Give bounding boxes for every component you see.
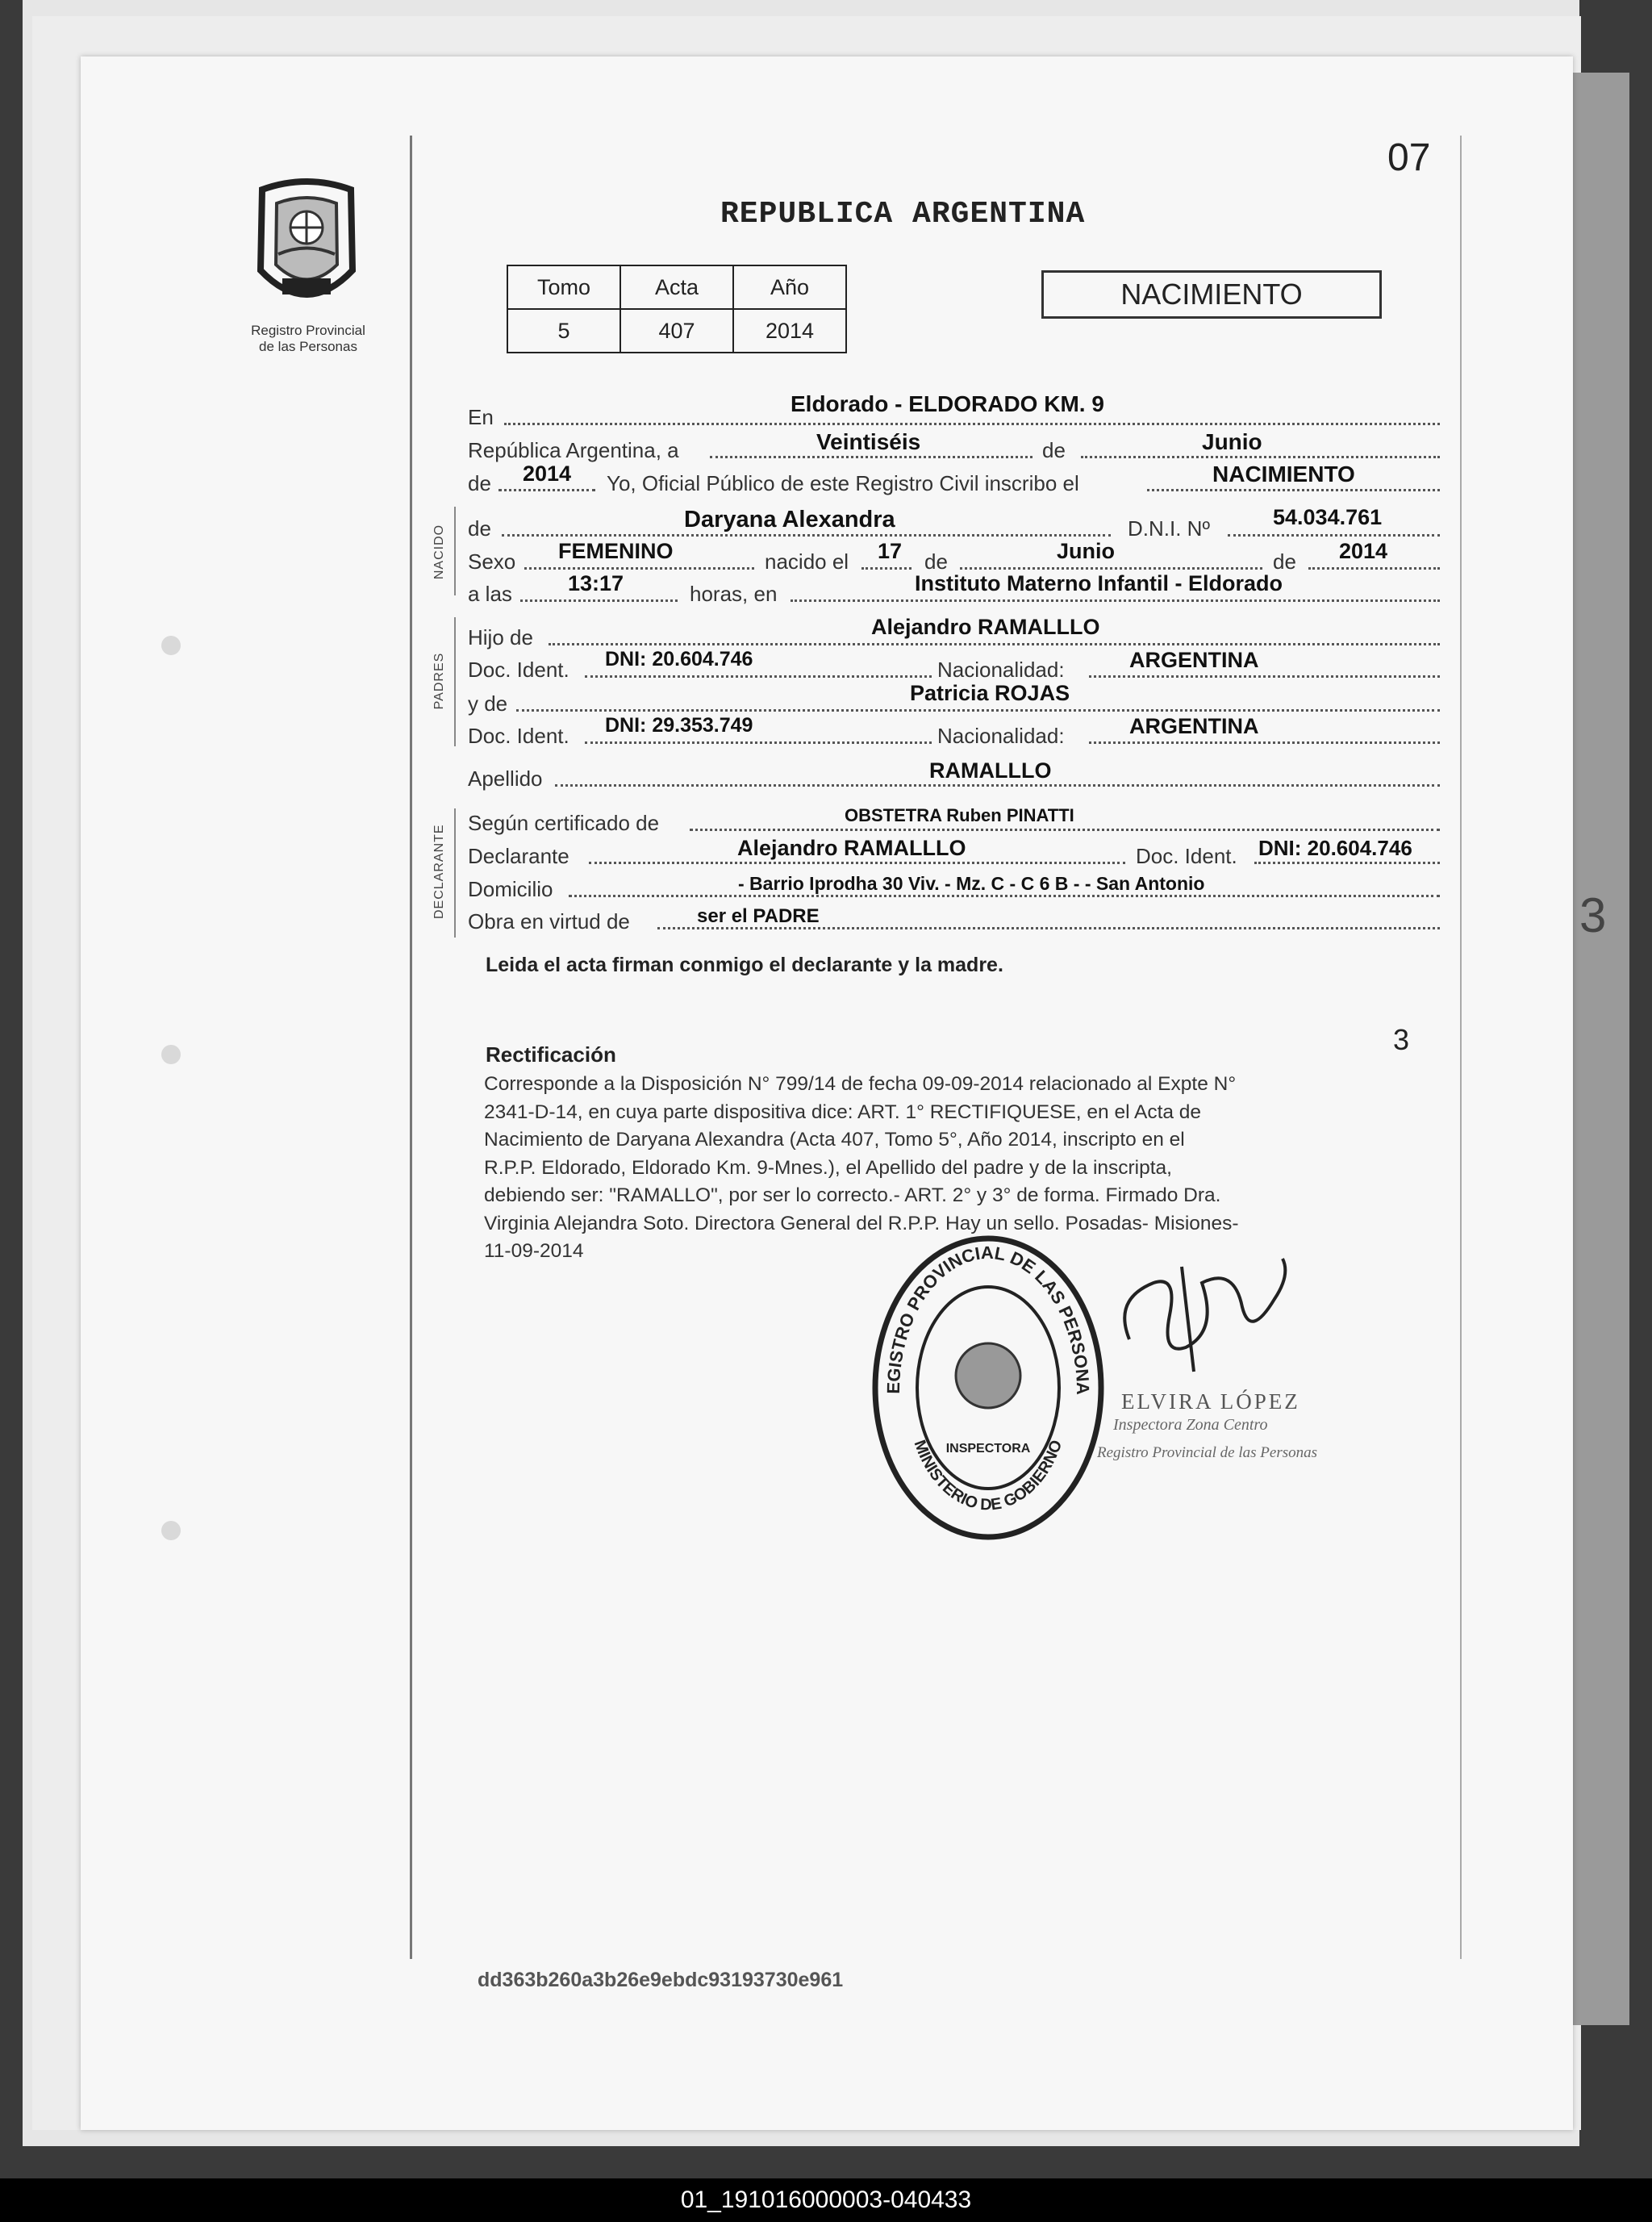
label-a-las: a las (468, 582, 512, 606)
dotted-line (791, 599, 1440, 602)
dotted-line (585, 741, 932, 744)
closing-text: Leida el acta firman conmigo el declarante y la madre. (486, 954, 1003, 976)
section-bar (454, 507, 456, 595)
rectification-line: Nacimiento de Daryana Alexandra (Acta 407, Tomo 5°, Año 2014, inscripto en el (484, 1129, 1185, 1151)
certificate-value: OBSTETRA Ruben PINATTI (845, 805, 1074, 825)
logo-caption-line: Registro Provincial (251, 323, 365, 338)
table-cell: 407 (620, 309, 733, 353)
table-cell: 2014 (733, 309, 846, 353)
footer-id: 01_191016000003-040433 (0, 2178, 1652, 2222)
mother-nationality: ARGENTINA (1129, 714, 1259, 738)
declarant-doc: DNI: 20.604.746 (1258, 836, 1412, 860)
logo-caption (227, 323, 389, 355)
label-en: En (468, 405, 494, 429)
label-de: de (468, 516, 491, 541)
label-doc: Doc. Ident. (468, 658, 569, 682)
dotted-line (710, 456, 1032, 458)
newborn-dni: 54.034.761 (1273, 505, 1383, 529)
section-label-padres: PADRES (432, 652, 446, 710)
table-header-cell: Año (733, 265, 846, 309)
label-domicilio: Domicilio (468, 877, 553, 901)
declarant-address: - Barrio Iprodha 30 Viv. - Mz. C - C 6 B - - San Antonio (738, 873, 1205, 894)
label-republica: República Argentina, a (468, 438, 679, 462)
signer-name: ELVIRA LÓPEZ (1121, 1389, 1300, 1414)
label-declarante: Declarante (468, 844, 569, 868)
dotted-line (1089, 675, 1440, 678)
signature-scribble (1105, 1251, 1307, 1380)
signer-org: Registro Provincial de las Personas (1097, 1444, 1318, 1461)
declarant-reason: ser el PADRE (697, 905, 820, 927)
table-cell: 5 (507, 309, 620, 353)
dotted-line (502, 534, 1111, 537)
table-row (507, 265, 846, 309)
table-row (507, 309, 846, 353)
day-value: Veintiséis (816, 429, 921, 454)
birth-day: 17 (878, 539, 903, 563)
birth-month: Junio (1057, 539, 1115, 563)
table-header-cell: Acta (620, 265, 733, 309)
label-horas: horas, en (690, 582, 778, 606)
rectification-line: R.P.P. Eldorado, Eldorado Km. 9-Mnes.), el Apellido del padre y de la inscripta, (484, 1156, 1172, 1179)
label-y-de: y de (468, 691, 508, 716)
punch-hole (161, 636, 181, 655)
father-nationality: ARGENTINA (1129, 648, 1259, 672)
label-nacionalidad: Nacionalidad: (937, 724, 1065, 748)
month-value: Junio (1202, 429, 1262, 454)
label-de: de (924, 549, 948, 574)
side-mark: 3 (1579, 888, 1607, 942)
dotted-line (504, 423, 1440, 425)
right-margin-line (1460, 136, 1462, 1959)
dotted-line (1089, 741, 1440, 744)
dotted-line (960, 567, 1262, 570)
label-hijo: Hijo de (468, 625, 533, 649)
label-dni: D.N.I. Nº (1128, 516, 1210, 541)
label-certificado: Según certificado de (468, 811, 660, 835)
dotted-line (549, 643, 1440, 645)
stamp-bottom-text: MINISTERIO DE GOBIERNO (910, 1437, 1066, 1514)
dotted-line (1228, 534, 1440, 537)
label-doc: Doc. Ident. (1136, 844, 1237, 868)
newborn-sex: FEMENINO (558, 539, 674, 563)
table-header-cell: Tomo (507, 265, 620, 309)
dotted-line (589, 862, 1125, 864)
birth-time: 13:17 (568, 571, 624, 595)
location-value: Eldorado - ELDORADO KM. 9 (791, 391, 1104, 416)
punch-hole (161, 1521, 181, 1540)
rectification-line: debiendo ser: "RAMALLO", por ser lo correcto.- ART. 2° y 3° de forma. Firmado Dra. (484, 1184, 1221, 1206)
label-obra: Obra en virtud de (468, 909, 630, 933)
rectification-line: 11-09-2014 (484, 1240, 584, 1262)
label-de: de (1273, 549, 1296, 574)
section-bar (454, 617, 456, 746)
dotted-line (1081, 456, 1440, 458)
official-stamp (867, 1230, 1109, 1545)
label-apellido: Apellido (468, 766, 543, 791)
inscribe-value: NACIMIENTO (1212, 462, 1355, 487)
rectification-line: 2341-D-14, en cuya parte dispositiva dice: ART. 1° RECTIFIQUESE, en el Acta de (484, 1101, 1202, 1123)
punch-hole (161, 1045, 181, 1064)
birth-place: Instituto Materno Infantil - Eldorado (915, 571, 1283, 595)
inscribe-text: Yo, Oficial Público de este Registro Civil inscribo el (607, 471, 1079, 495)
act-type-box: NACIMIENTO (1041, 270, 1382, 319)
dotted-line (516, 709, 1440, 712)
rectification-number: 3 (1393, 1023, 1410, 1056)
father-doc: DNI: 20.604.746 (605, 648, 753, 670)
surname-value: RAMALLLO (929, 758, 1052, 783)
mother-doc: DNI: 29.353.749 (605, 714, 753, 737)
province-logo (246, 178, 367, 315)
stamp-ring-text: EGISTRO PROVINCIAL DE LAS PERSONA (882, 1242, 1094, 1396)
declarant-name: Alejandro RAMALLLO (737, 836, 966, 860)
label-sexo: Sexo (468, 549, 516, 574)
registry-table (507, 265, 847, 353)
page-number: 07 (1387, 136, 1431, 179)
dotted-line (555, 784, 1440, 787)
label-de: de (1042, 438, 1066, 462)
dotted-line (1147, 489, 1440, 491)
birth-year: 2014 (1339, 539, 1388, 563)
label-nacionalidad: Nacionalidad: (937, 658, 1065, 682)
label-doc: Doc. Ident. (468, 724, 569, 748)
dotted-line (1308, 567, 1440, 570)
section-label-nacido: NACIDO (432, 524, 446, 580)
label-nacido: nacido el (765, 549, 849, 574)
logo-caption-line: de las Personas (259, 339, 357, 354)
rectification-title: Rectificación (486, 1042, 616, 1067)
father-name: Alejandro RAMALLLO (871, 615, 1100, 639)
country-title: REPUBLICA ARGENTINA (720, 197, 1086, 232)
dotted-line (585, 675, 932, 678)
rectification-line: Virginia Alejandra Soto. Directora General del R.P.P. Hay un sello. Posadas- Misiones- (484, 1212, 1239, 1234)
dotted-line (861, 567, 912, 570)
newborn-name: Daryana Alexandra (684, 507, 895, 533)
section-label-declarante: DECLARANTE (432, 824, 446, 919)
document-hash: dd363b260a3b26e9ebdc93193730e961 (478, 1969, 844, 1991)
rectification-line: Corresponde a la Disposición N° 799/14 de fecha 09-09-2014 relacionado al Expte N° (484, 1073, 1237, 1095)
dotted-line (1254, 862, 1440, 864)
dotted-line (690, 829, 1440, 831)
section-bar (454, 808, 456, 938)
label-de: de (468, 471, 491, 495)
margin-line (410, 136, 412, 1959)
year-value: 2014 (523, 462, 572, 486)
mother-name: Patricia ROJAS (910, 681, 1070, 705)
dotted-line (499, 489, 595, 491)
dotted-line (520, 599, 678, 602)
binder-edge (1573, 73, 1629, 2025)
stamp-center-text: INSPECTORA (945, 1442, 1031, 1456)
dotted-line (569, 895, 1440, 897)
dotted-line (524, 567, 754, 570)
signer-title: Inspectora Zona Centro (1113, 1416, 1268, 1434)
